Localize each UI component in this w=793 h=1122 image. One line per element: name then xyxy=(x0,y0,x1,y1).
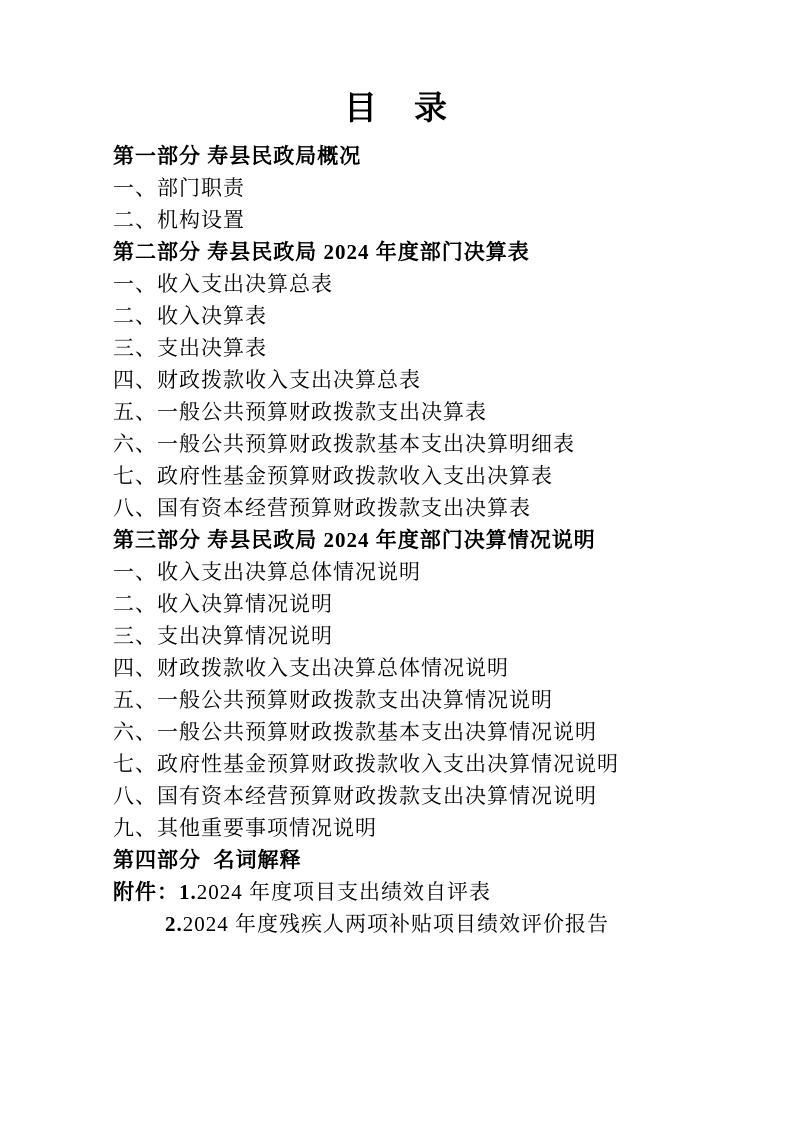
toc-item: 一、部门职责 xyxy=(113,176,245,200)
toc-item: 一、收入支出决算总表 xyxy=(113,272,333,296)
toc-item: 六、一般公共预算财政拨款基本支出决算情况说明 xyxy=(113,720,597,744)
toc-item: 八、国有资本经营预算财政拨款支出决算表 xyxy=(113,496,531,520)
attachment-title: 2024 年度残疾人两项补贴项目绩效评价报告 xyxy=(182,912,609,936)
section-1-heading: 第一部分 寿县民政局概况 xyxy=(113,144,362,168)
section-4-heading: 第四部分 名词解释 xyxy=(113,848,302,872)
toc-item: 七、政府性基金预算财政拨款收入支出决算情况说明 xyxy=(113,752,619,776)
attachment-number: 2. xyxy=(165,912,183,936)
page-title: 目 录 xyxy=(344,91,449,127)
toc-item: 三、支出决算情况说明 xyxy=(113,624,333,648)
section-3-heading: 第三部分 寿县民政局 2024 年度部门决算情况说明 xyxy=(113,528,596,552)
attachments-line-2 xyxy=(113,908,680,940)
toc-item: 五、一般公共预算财政拨款支出决算表 xyxy=(113,400,487,424)
attachments-line-1 xyxy=(113,876,680,908)
section-2-heading: 第二部分 寿县民政局 2024 年度部门决算表 xyxy=(113,240,530,264)
toc-item: 三、支出决算表 xyxy=(113,336,267,360)
toc-item: 七、政府性基金预算财政拨款收入支出决算表 xyxy=(113,464,553,488)
toc-item: 四、财政拨款收入支出决算总体情况说明 xyxy=(113,656,509,680)
attachments-label: 附件： xyxy=(113,880,179,904)
toc-item: 八、国有资本经营预算财政拨款支出决算情况说明 xyxy=(113,784,597,808)
attachment-title: 2024 年度项目支出绩效自评表 xyxy=(196,880,491,904)
toc-item: 六、一般公共预算财政拨款基本支出决算明细表 xyxy=(113,432,575,456)
toc-item: 二、收入决算情况说明 xyxy=(113,592,333,616)
toc-item: 五、一般公共预算财政拨款支出决算情况说明 xyxy=(113,688,553,712)
toc-item: 二、收入决算表 xyxy=(113,304,267,328)
toc-item: 四、财政拨款收入支出决算总表 xyxy=(113,368,421,392)
toc-item: 九、其他重要事项情况说明 xyxy=(113,816,377,840)
toc-item: 一、收入支出决算总体情况说明 xyxy=(113,560,421,584)
attachment-number: 1. xyxy=(179,880,197,904)
toc-item: 二、机构设置 xyxy=(113,208,245,232)
